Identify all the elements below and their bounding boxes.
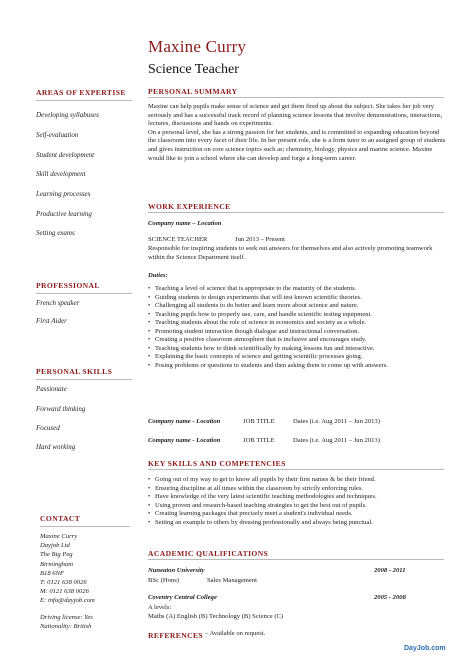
skill-item: • Going out of my way to get to know all pupils by their first names & be their friend.: [148, 476, 448, 485]
contact-line: Maxine Curry: [40, 533, 78, 540]
college-name: Coventry Central College: [148, 594, 217, 601]
job-description-1: Responsible for inspiring students to seek out answers for themselves and also actively promoting teamwork within the Science Department itself.: [148, 245, 433, 261]
contact-rule: [40, 526, 130, 527]
duty-item: • Creating a positive classroom atmosphere that is inclusive and encourages study.: [148, 336, 448, 345]
expertise-item: Skill development: [36, 170, 86, 178]
expertise-item: Self-evaluation: [36, 131, 79, 139]
duty-item: • Explaining the basic concepts of science and getting scientific processes going.: [148, 353, 448, 362]
personal-skill-item: Passionate: [36, 385, 67, 393]
professional-heading: PROFESSIONAL: [36, 281, 100, 290]
duty-item: • Teaching pupils how to properly use, care, and handle scientific testing equipment.: [148, 311, 448, 320]
references-text: – Available on request.: [205, 630, 266, 637]
expertise-item: Developing syllabuses: [36, 111, 99, 119]
duty-item: • Teaching students how to think scientifically by making lessons fun and interactive.: [148, 345, 448, 354]
summary-heading: PERSONAL SUMMARY: [148, 87, 238, 96]
college-dates: 2005 - 2008: [374, 594, 406, 601]
university-dates: 2008 - 2011: [374, 567, 406, 574]
contact-phone: T: 0121 638 0026: [40, 579, 87, 587]
contact-mobile: M: 0121 638 0026: [40, 588, 89, 596]
personal-skill-item: Forward thinking: [36, 405, 86, 413]
duties-label: Duties:: [148, 272, 168, 279]
summary-paragraph: Maxine can help pupils make sense of science and get them fired up about the subject. She takes her job very seriously and has a successful track record of planning science lessons that involve demonstrations, interactions, lectures, discussions and hands on experiments.: [148, 103, 443, 128]
professional-item: First Aider: [36, 317, 67, 325]
professional-item: French speaker: [36, 299, 80, 307]
duty-item: • Teaching students about the role of science in economics and society as a whole.: [148, 319, 448, 328]
dayjob-logo[interactable]: [404, 645, 446, 652]
duty-item: • Teaching a level of science that is appropriate to the maturity of the students.: [148, 285, 448, 294]
driving-license: Driving license: Yes: [40, 613, 93, 621]
duty-item: • Guiding students to design experiments that will test known scientific theories.: [148, 294, 448, 303]
personal-skill-item: Hard working: [36, 443, 76, 451]
summary-rule: [148, 97, 444, 98]
summary-paragraph: On a personal level, she has a strong passion for her students, and is committed to expanding education beyond the classroom into every facet of their life. In her present role, she is a form tutor to an assigned group of students and gives instruction on core science topics such as; chemistry, biology, physics and marine science. Maxine would like to join a school where she can develop and forge a long-term career.: [148, 128, 446, 162]
contact-line: B18 6NF: [40, 569, 64, 577]
job-title-3: JOB TITLE: [243, 437, 275, 444]
duty-item: • Promoting student interaction though dialogue and instructional conversation.: [148, 328, 448, 337]
education-rule: [148, 559, 444, 560]
degree: BSc (Hons): [148, 577, 179, 584]
expertise-item: Setting exams: [36, 229, 75, 237]
personal-skill-item: Focused: [36, 424, 60, 432]
work-heading: WORK EXPERIENCE: [148, 202, 231, 211]
personal-skills-rule: [36, 379, 132, 380]
references-heading: REFERENCES: [148, 631, 204, 640]
skill-item: • Using proven and research-based teaching strategies to get the best out of pupils.: [148, 502, 448, 511]
company-name-3: Company name - Location: [148, 437, 221, 444]
skills-list: [148, 476, 448, 527]
job-title-2: JOB TITLE: [243, 418, 275, 425]
professional-rule: [36, 293, 132, 294]
skills-heading: KEY SKILLS AND COMPETENCIES: [148, 459, 286, 468]
professional-heading-block: [36, 281, 134, 294]
degree-subject: Sales Management: [207, 577, 257, 584]
work-rule: [148, 212, 444, 213]
a-levels-label: A levels:: [148, 604, 172, 611]
a-levels-grades: Maths (A) English (B) Technology (B) Science (C): [148, 613, 284, 620]
expertise-item: Productive learning: [36, 210, 92, 218]
skill-item: • Have knowledge of the very latest scientific teaching methodologies and techniques.: [148, 493, 448, 502]
candidate-role: Science Teacher: [148, 62, 239, 77]
contact-heading: CONTACT: [40, 514, 81, 523]
expertise-heading: AREAS OF EXPERTISE: [36, 88, 126, 97]
company-name-2: Company name - Location: [148, 418, 221, 425]
expertise-item: Learning processes: [36, 190, 91, 198]
contact-line: Dayjob Ltd: [40, 542, 70, 550]
education-heading: ACADEMIC QUALIFICATIONS: [148, 549, 269, 558]
duty-item: • Challenging all students to do better and learn more about science and nature.: [148, 302, 448, 311]
skill-item: • Setting an example to others by dressing professionally and always being punctual.: [148, 519, 448, 528]
contact-heading-block: [40, 514, 132, 527]
skills-rule: [148, 469, 444, 470]
expertise-rule: [36, 100, 132, 101]
contact-line: The Big Peg: [40, 551, 73, 559]
company-name-1: Company name – Location: [148, 220, 222, 227]
personal-heading-block: [36, 367, 134, 380]
skill-item: • Ensuring discipline at all times within the classroom by strictly enforcing rules.: [148, 485, 448, 494]
expertise-item: Student development: [36, 151, 95, 159]
duties-list: [148, 285, 448, 370]
job-title-1: SCIENCE TEACHER: [148, 236, 208, 243]
contact-details: [40, 532, 95, 631]
job-dates-3: Dates (i.e. Aug 2011 – Jun 2013): [293, 437, 380, 444]
nationality: Nationality: British: [40, 622, 92, 630]
summary-text: [148, 103, 448, 163]
logo-text: DayJob.com: [404, 645, 446, 652]
university-name: Nuneaton University: [148, 567, 205, 574]
contact-email[interactable]: E: info@dayjob.com: [40, 597, 95, 605]
duty-item: • Posing problems or questions to students and then asking them to come up with answers.: [148, 362, 448, 371]
contact-line: Birmingham: [40, 560, 73, 568]
candidate-name: Maxine Curry: [148, 37, 247, 56]
job-dates-1: Jun 2013 – Present: [235, 236, 286, 243]
skill-item: • Creating learning packages that precisely meet a student's individual needs.: [148, 510, 448, 519]
personal-skills-heading: PERSONAL SKILLS: [36, 367, 113, 376]
expertise-heading-block: [36, 88, 134, 101]
job-dates-2: Dates (i.e. Aug 2011 – Jun 2013): [293, 418, 380, 425]
